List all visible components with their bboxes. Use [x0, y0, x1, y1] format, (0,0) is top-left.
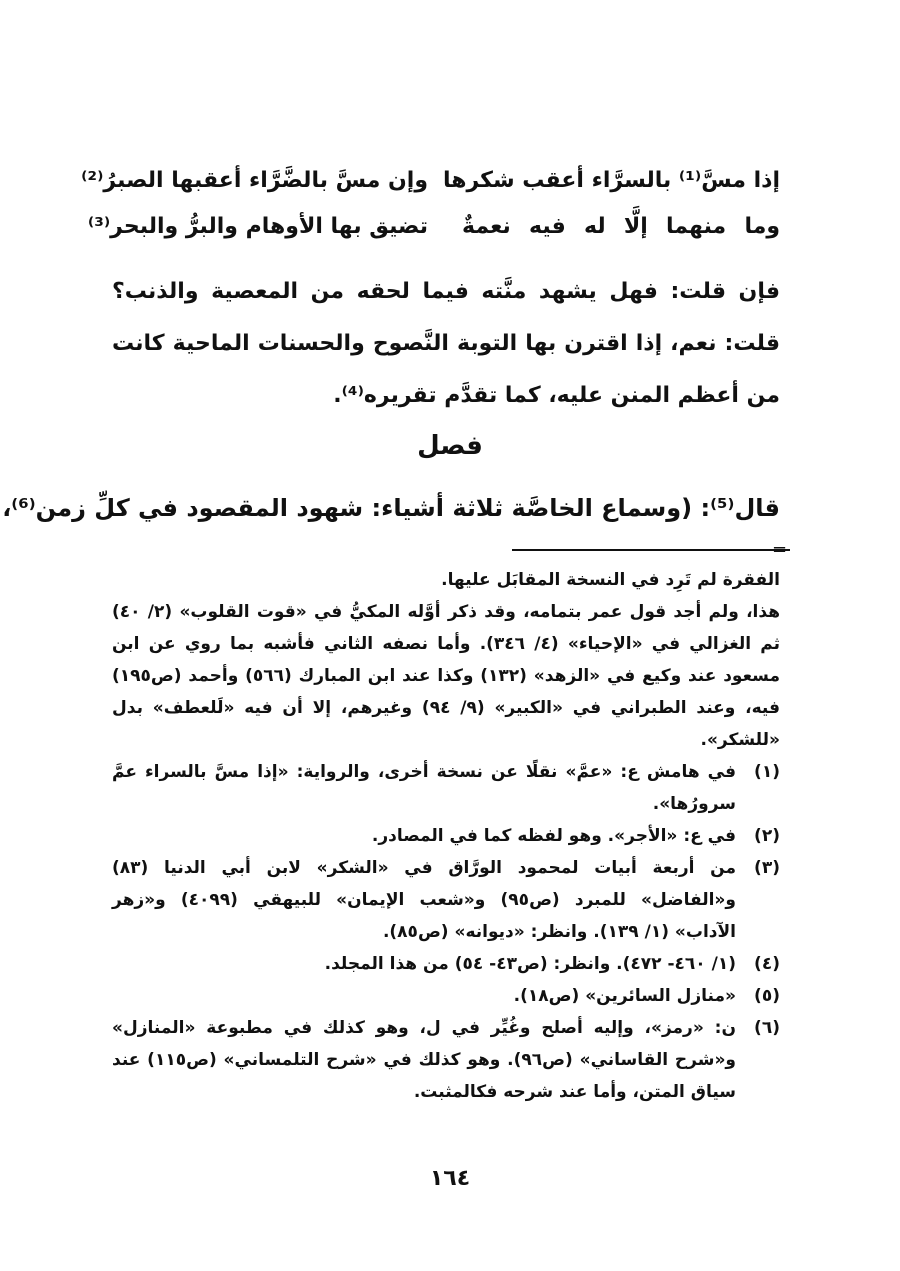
continuation-mark-icon: =: [772, 539, 788, 560]
footnote-number: (٣): [754, 858, 780, 878]
footnote-item: [112, 756, 780, 820]
footnote-text: من أربعة أبيات لمحمود الورَّاق في «الشكر» لابن أبي الدنيا (٨٣) و«الفاضل» للمبرد (ص٩٥) و«شعب الإيمان» للبيهقي (٤٠٩٩) و«زهر الآداب» (١/ ١٣٩). وانظر: «ديوانه» (ص٨٥).: [112, 858, 736, 942]
footnote-continued: هذا، ولم أجد قول عمر بتمامه، وقد ذكر أوَّله المكيُّ في «قوت القلوب» (٢/ ٤٠) ثم الغزالي في «الإحياء» (٤/ ٣٤٦). وأما نصفه الثاني فأشبه بما روي عن ابن مسعود عند وكيع في «الزهد» (١٣٢) وكذا عند ابن المبارك (٥٦٦) وأحمد (ص١٩٥) فيه، وعند الطبراني في «الكبير» (٩/ ٩٤) وغيرهم، إلا أن فيه «لَلعطف» بدل «للشكر».: [112, 602, 780, 750]
main-paragraph: فإن قلت: فهل يشهد منَّته فيما لحقه من المعصية والذنب؟ قلت: نعم، إذا اقترن بها التوبة النَّصوح والحسنات الماحية كانت من أعظم المنن عليه، كما تقدَّم تقريره⁽⁴⁾.: [112, 279, 780, 408]
footnote-item: [112, 852, 780, 948]
footnote-text: ن: «رمز»، وإليه أصلح وغُيِّر في ل، وهو كذلك في مطبوعة «المنازل» و«شرح القاساني» (ص٩٦). وهو كذلك في «شرح التلمساني» (ص١١٥) عند سياق المتن، وأما عند شرحه فكالمثبت.: [112, 1018, 736, 1102]
footnote-separator: [512, 549, 790, 551]
footnote-number: (٥): [754, 986, 780, 1006]
footnote-item: [112, 948, 780, 980]
verse-first-hemistich: وما منهما إلَّا له فيه نعمةٌ: [462, 214, 780, 239]
footnote-text: في هامش ع: «عمَّ» نقلًا عن نسخة أخرى، والرواية: «إذا مسَّ بالسراء عمَّ سرورُها».: [112, 762, 736, 814]
verse-first-hemistich: إذا مسَّ⁽¹⁾ بالسرَّاء أعقب شكرها: [442, 168, 780, 193]
verse-second-hemistich: وإن مسَّ بالضَّرَّاء أعقبها الصبرُ⁽²⁾: [81, 168, 428, 193]
poem-verse: [87, 204, 780, 250]
section-heading: فصل: [417, 431, 483, 461]
footnotes: [112, 564, 780, 1108]
footnote-item: [112, 1012, 780, 1108]
poem-verse: [81, 158, 780, 204]
page-number: ١٦٤: [429, 1166, 471, 1191]
footnote-number: (٦): [754, 1018, 780, 1038]
poem: [81, 158, 780, 250]
footnote-item: [112, 980, 780, 1012]
quoted-text: قال⁽⁵⁾: (وسماع الخاصَّة ثلاثة أشياء: شهود المقصود في كلِّ زمن⁽⁶⁾،: [2, 494, 780, 522]
footnote-number: (٤): [754, 954, 780, 974]
footnote-text: (١/ ٤٦٠- ٤٧٢). وانظر: (ص٤٣- ٥٤) من هذا المجلد.: [324, 954, 736, 974]
footnote-number: (٢): [754, 826, 780, 846]
footnote-continued: الفقرة لم تَرِد في النسخة المقابَل عليها.: [441, 570, 780, 590]
footnote-number: (١): [754, 762, 780, 782]
footnote-item: [112, 820, 780, 852]
footnote-text: «منازل السائرين» (ص١٨).: [513, 986, 736, 1006]
verse-second-hemistich: تضيق بها الأوهام والبرُّ والبحر⁽³⁾: [87, 214, 428, 239]
footnote-text: في ع: «الأجر». وهو لفظه كما في المصادر.: [371, 826, 736, 846]
